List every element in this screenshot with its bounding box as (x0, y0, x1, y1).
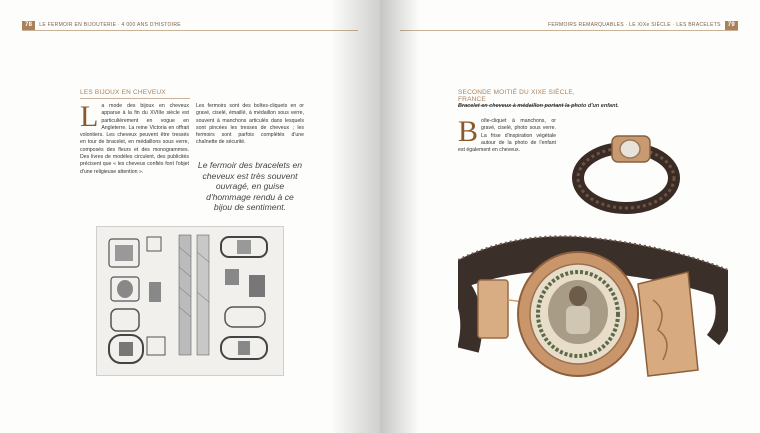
right-body (458, 115, 556, 154)
left-page-number: 78 (22, 21, 35, 30)
left-running-head (22, 21, 181, 30)
right-dropcap: B (458, 115, 479, 148)
left-running-head-text: LE FERMOIR EN BIJOUTERIE · 4 000 ANS D'HISTOIRE (39, 22, 181, 28)
left-dropcap: L (80, 100, 99, 133)
right-running-head-text: FERMOIRS REMARQUABLES · LE XIXe SIÈCLE · LES BRACELETS (548, 22, 721, 28)
right-section-title: SECONDE MOITIÉ DU XIXE SIÈCLE, FRANCE (458, 89, 578, 106)
right-page (380, 0, 760, 433)
small-bracelet-photo (568, 126, 688, 218)
right-subtitle: Bracelet en cheveux à médaillon portant la photo d'un enfant. (458, 103, 619, 109)
right-running-head (548, 21, 738, 30)
left-section-title: LES BIJOUX EN CHEVEUX (80, 89, 190, 99)
right-header-rule (400, 30, 738, 31)
left-header-rule (22, 30, 358, 31)
right-body-text: oîte-cliquet à manchons, or gravé, ciselé, photo sous verre. La frise d'inspiration végétale autour de la photo de l'enfant est également en cheveux. (458, 118, 556, 154)
right-page-number: 79 (725, 21, 738, 30)
catalog-engraving-image (96, 226, 284, 376)
pull-quote: Le fermoir des bracelets en cheveux est très souvent ouvragé, en guise d'hommage rendu à ce bijou de sentiment. (197, 160, 303, 212)
large-bracelet-photo (458, 230, 728, 390)
left-column-1-text: a mode des bijoux en cheveux apparue à la fin du XVIIIe siècle est particulièrement en vogue en Angleterre. La reine Victoria en offrait volontiers. Les cheveux peuvent être tressés en tour de bracelet, en médaillons sous verre, composés des fleurs et des monogrammes. Des livres de modèles circulent, des publicités précisent que « les cheveux confiés font l'objet d'une religieuse attention ». (80, 103, 189, 175)
left-column-1 (80, 100, 189, 176)
left-column-2: Les fermoirs sont des boîtes-cliquets en or gravé, ciselé, émaillé, à médaillon sous verre, souvent à manchons articulés dans lesquels sont pincées les tresses de cheveux ; les fermoirs sont parfois complétés d'une chaînette de sécurité. (196, 103, 304, 146)
